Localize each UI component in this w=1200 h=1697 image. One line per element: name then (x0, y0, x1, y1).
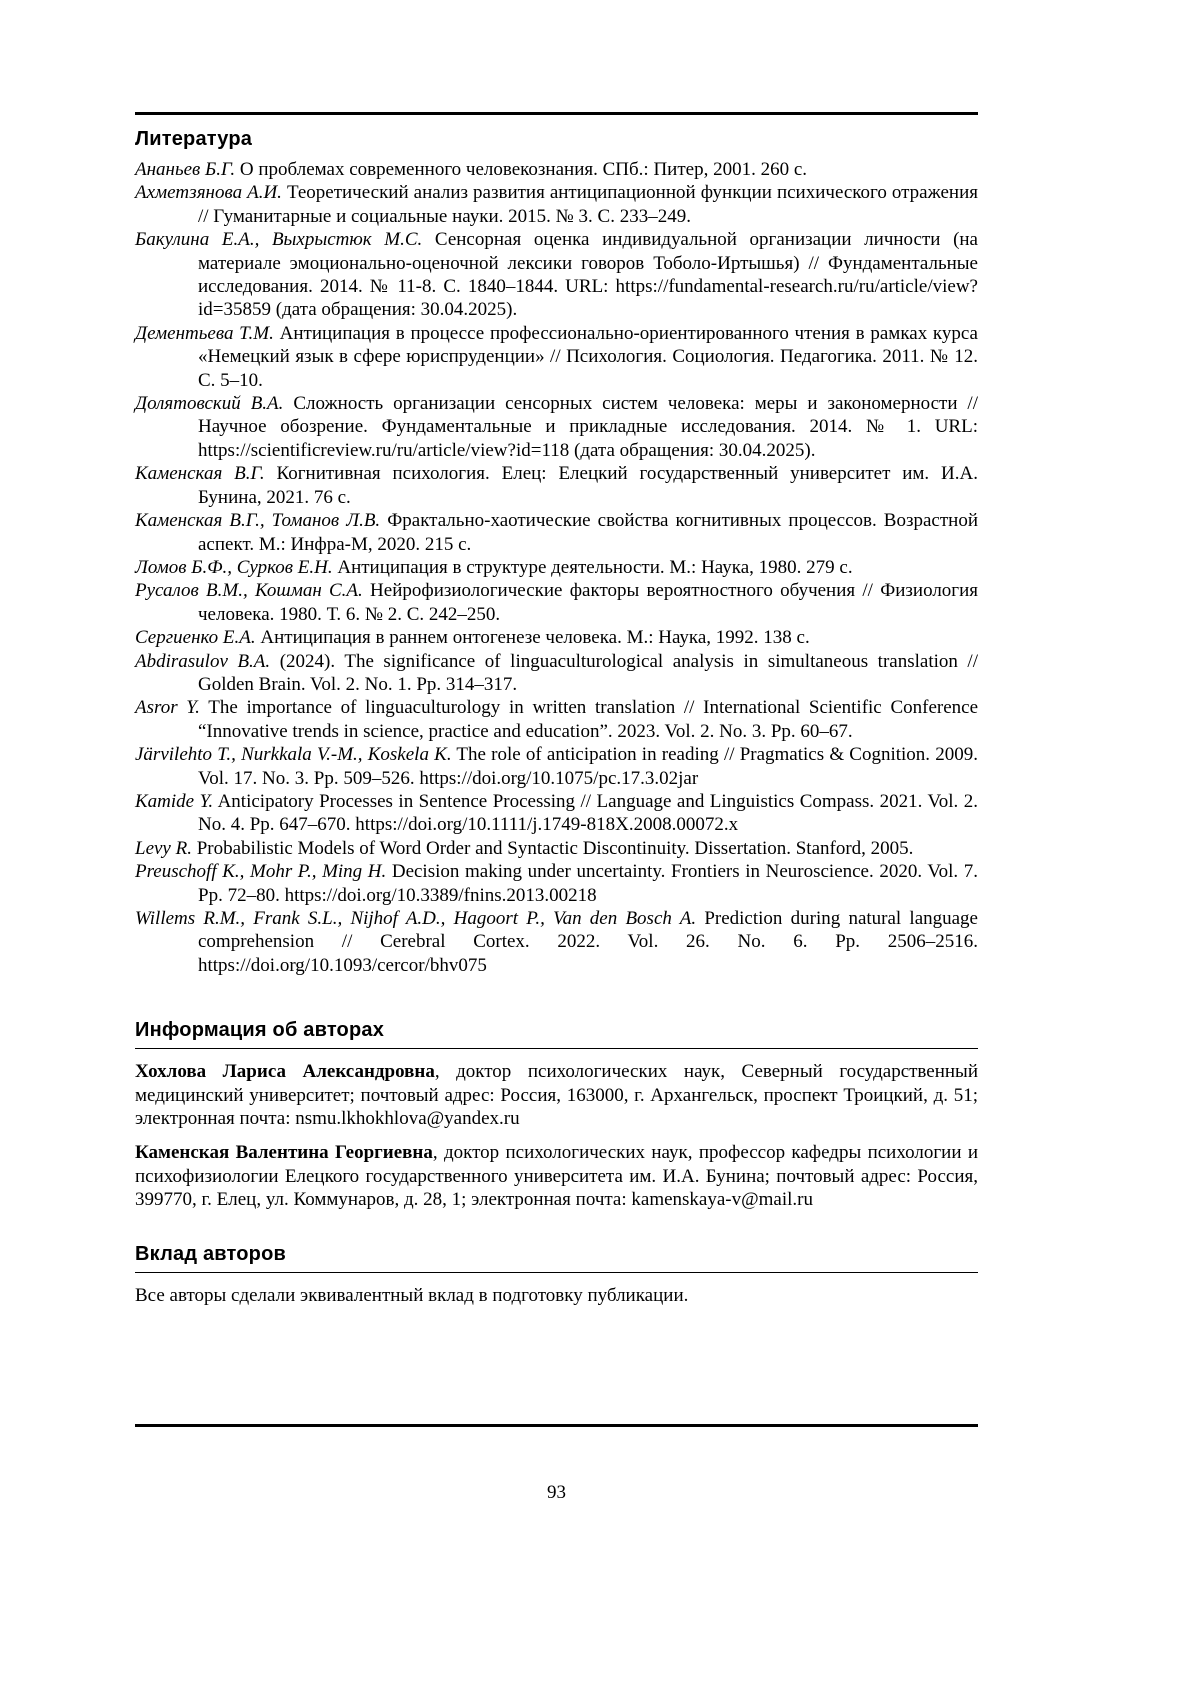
reference-authors: Сергиенко Е.А. (135, 627, 256, 649)
reference-text: Теоретический анализ развития антиципационной функции психического отражения // Гуманитарные и социальные науки. 2015. № 3. С. 233–249. (198, 182, 978, 227)
reference-authors: Preuschoff K., Mohr P., Ming H. (135, 861, 387, 883)
reference-item (135, 837, 978, 860)
reference-authors: Ломов Б.Ф., Сурков Е.Н. (135, 556, 333, 578)
reference-authors: Каменская В.Г. (135, 463, 265, 485)
reference-item (135, 626, 978, 649)
reference-item (135, 556, 978, 579)
contribution-text: Все авторы сделали эквивалентный вклад в подготовку публикации. (135, 1284, 689, 1306)
reference-text: Сенсорная оценка индивидуальной организации личности (на материале эмоционально-оценочной лексики говоров Тоболо-Иртышья) // Фундаментальные исследования. 2014. № 11-8. С. 1840–1844. URL: https://fundamental-research.ru/ru/article/view?id=35859 (дата обращения: 30.04.2025). (198, 229, 978, 321)
reference-item (135, 579, 978, 626)
reference-text: Когнитивная психология. Елец: Елецкий государственный университет им. И.А. Бунина, 2021. 76 с. (198, 463, 978, 508)
reference-text: Антиципация в процессе профессионально-ориентированного чтения в рамках курса «Немецкий язык в сфере юриспруденции» // Психология. Социология. Педагогика. 2011. № 12. С. 5–10. (198, 322, 978, 391)
reference-item (135, 322, 978, 392)
reference-text: О проблемах современного человекознания. СПб.: Питер, 2001. 260 с. (235, 159, 808, 180)
reference-authors: Abdirasulov B.A. (135, 650, 271, 672)
reference-authors: Дементьева Т.М. (135, 322, 274, 344)
reference-item (135, 228, 978, 322)
reference-item (135, 743, 978, 790)
author-entries (135, 1060, 978, 1211)
reference-authors: Ананьев Б.Г. (135, 159, 236, 180)
reference-authors: Русалов В.М., Кошман С.А. (135, 580, 363, 602)
author-name: Каменская Валентина Георгиевна (135, 1142, 433, 1164)
reference-authors: Willems R.M., Frank S.L., Nijhof A.D., Hagoort P., Van den Bosch A. (135, 908, 697, 929)
reference-item (135, 462, 978, 509)
reference-text: Антиципация в раннем онтогенезе человека. М.: Наука, 1992. 138 с. (255, 627, 810, 649)
authors-info-heading: Информация об авторах (135, 1019, 978, 1049)
author-entry (135, 1141, 978, 1211)
reference-authors: Бакулина Е.А., Выхрыстюк М.С. (135, 229, 423, 251)
reference-text: Anticipatory Processes in Sentence Processing // Language and Linguistics Compass. 2021. Vol. 2. No. 4. Pp. 647–670. https://doi.org/10.1111/j.1749-818X.2008.00072.x (198, 790, 978, 836)
reference-authors: Järvilehto T., Nurkkala V.-M., Koskela K. (135, 744, 452, 766)
literature-section (135, 128, 978, 977)
reference-item (135, 790, 978, 837)
reference-text: Антиципация в структуре деятельности. М.: Наука, 1980. 279 с. (332, 556, 853, 578)
reference-item (135, 696, 978, 743)
reference-authors: Долятовский В.А. (135, 393, 284, 415)
reference-item (135, 158, 978, 181)
page-content (135, 0, 978, 1307)
author-entry (135, 1060, 978, 1130)
top-rule (135, 112, 978, 115)
reference-item (135, 392, 978, 462)
reference-item (135, 860, 978, 907)
literature-heading: Литература (135, 128, 253, 150)
reference-authors: Levy R. (135, 837, 192, 859)
reference-text: The importance of linguaculturology in written translation // International Scientific Conference “Innovative trends in science, practice and education”. 2023. Vol. 2. No. 3. Pp. 60–67. (198, 697, 979, 742)
reference-text: (2024). The significance of linguaculturological analysis in simultaneous translation // Golden Brain. Vol. 2. No. 1. Pp. 314–317. (198, 650, 978, 695)
reference-item (135, 650, 978, 697)
reference-authors: Asror Y. (135, 697, 200, 719)
contribution-section (135, 1243, 978, 1307)
contribution-heading: Вклад авторов (135, 1243, 978, 1273)
reference-text: Фрактально-хаотические свойства когнитивных процессов. Возрастной аспект. М.: Инфра-М, 2020. 215 с. (198, 510, 978, 555)
page-number: 93 (547, 1482, 566, 1503)
bottom-rule (135, 1424, 978, 1427)
reference-authors: Kamide Y. (135, 790, 214, 812)
reference-text: Сложность организации сенсорных систем человека: меры и закономерности // Научное обозрение. Фундаментальные и прикладные исследования. 2014. № 1. URL: https://scientificreview.ru/ru/article/view?id=118 (дата обращения: 30.04.2025). (198, 393, 978, 461)
reference-item (135, 181, 978, 228)
reference-item (135, 907, 978, 977)
author-details: , доктор психологических наук, Северный государственный медицинский университет; почтовый адрес: Россия, 163000, г. Архангельск, проспект Троицкий, д. 51; электронная почта: nsmu.lkhokhlova@yandex.ru (135, 1061, 978, 1130)
reference-authors: Ахметзянова А.И. (135, 182, 282, 204)
reference-list (135, 158, 978, 977)
reference-item (135, 509, 978, 556)
author-name: Хохлова Лариса Александровна (135, 1061, 435, 1083)
reference-text: Prediction during natural language comprehension // Cerebral Cortex. 2022. Vol. 26. No. 6. Pp. 2506–2516. https://doi.org/10.1093/cercor/bhv075 (198, 908, 978, 976)
reference-text: Probabilistic Models of Word Order and Syntactic Discontinuity. Dissertation. Stanford, 2005. (191, 837, 914, 859)
reference-text: Decision making under uncertainty. Frontiers in Neuroscience. 2020. Vol. 7. Pp. 72–80. https://doi.org/10.3389/fnins.2013.00218 (198, 861, 978, 906)
reference-text: The role of anticipation in reading // Pragmatics & Cognition. 2009. Vol. 17. No. 3. Pp. 509–526. https://doi.org/10.1075/pc.17.3.02jar (198, 744, 978, 789)
reference-authors: Каменская В.Г., Томанов Л.В. (135, 510, 381, 532)
reference-text: Нейрофизиологические факторы вероятностного обучения // Физиология человека. 1980. Т. 6. № 2. С. 242–250. (198, 580, 979, 625)
author-details: , доктор психологических наук, профессор кафедры психологии и психофизиологии Елецкого государственного университета им. И.А. Бунина; почтовый адрес: Россия, 399770, г. Елец, ул. Коммунаров, д. 28, 1; электронная почта: kamenskaya-v@mail.ru (135, 1142, 978, 1211)
authors-info-section (135, 1019, 978, 1211)
